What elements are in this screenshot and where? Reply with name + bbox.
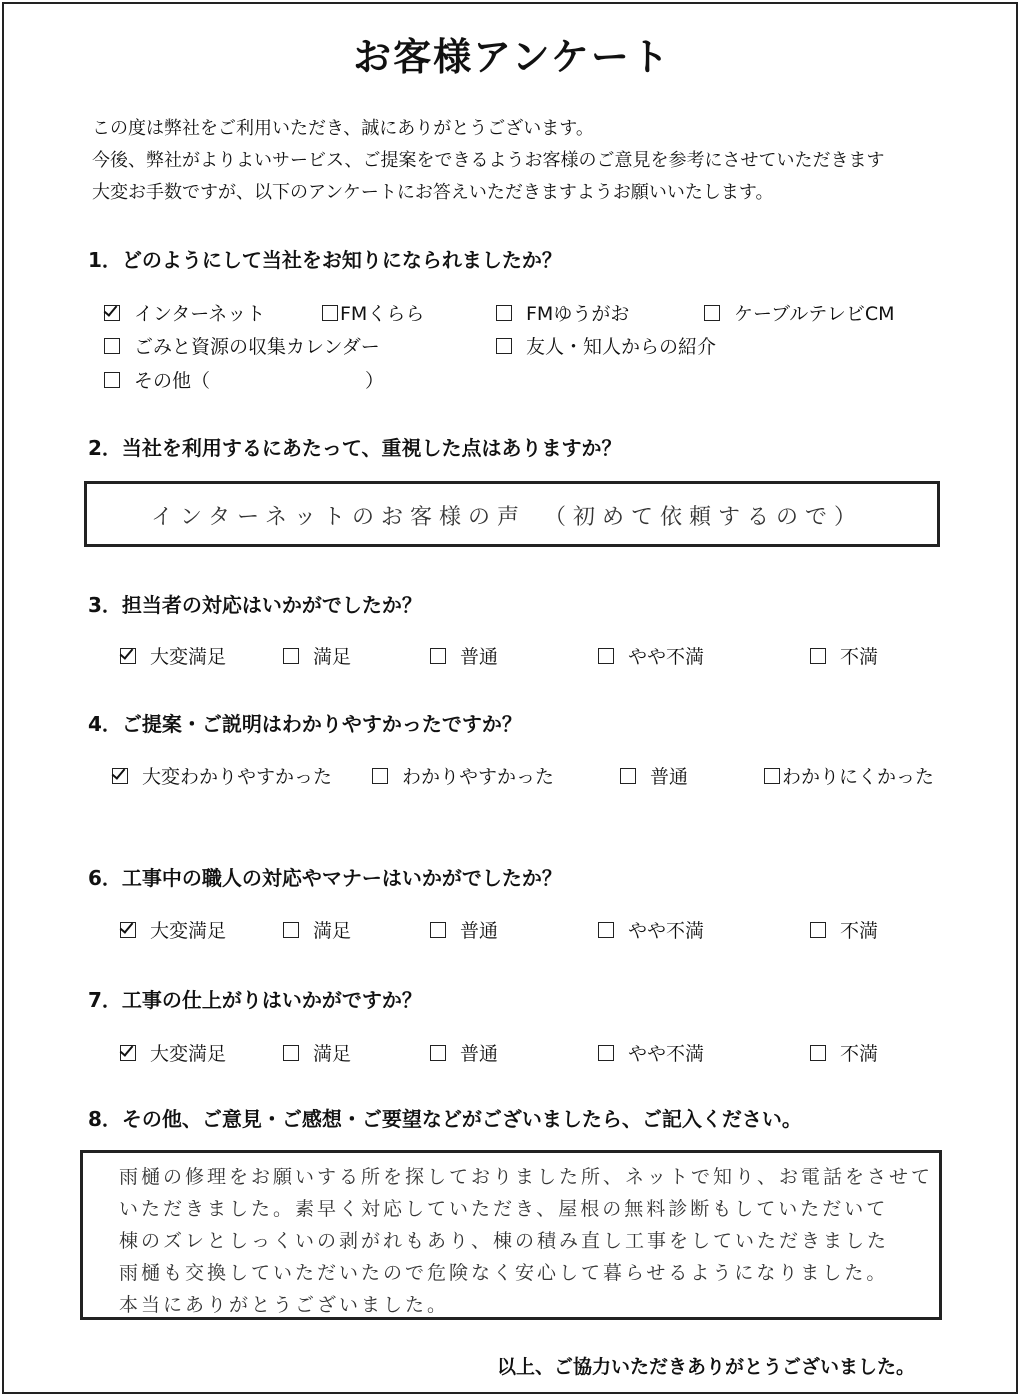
checkbox-icon[interactable]: [283, 648, 299, 664]
checked-checkbox-icon[interactable]: [120, 1045, 136, 1061]
checkbox-icon[interactable]: [598, 648, 614, 664]
q1-option-cable-tv[interactable]: ケーブルテレビCM: [704, 299, 895, 326]
q7-option-neutral[interactable]: 普通: [430, 1039, 498, 1066]
q8-answer-line-2: いただきました。素早く対応していただき、屋根の無料診断もしていただいて: [119, 1198, 889, 1220]
question-3: 3．担当者の対応はいかがでしたか？: [88, 593, 422, 617]
q7-option-satisfied[interactable]: 満足: [283, 1039, 351, 1066]
checkbox-icon[interactable]: [810, 648, 826, 664]
q3-option-neutral[interactable]: 普通: [430, 642, 498, 669]
q1-other-close-paren: ）: [365, 370, 385, 392]
q1-option-friend[interactable]: 友人・知人からの紹介: [496, 332, 716, 359]
q1-option-other[interactable]: その他（: [104, 366, 210, 393]
question-1: 1．どのようにして当社をお知りになられましたか？: [88, 248, 562, 272]
q6-option-somewhat-dissatisfied[interactable]: やや不満: [598, 916, 704, 943]
checkbox-icon[interactable]: [810, 1045, 826, 1061]
q2-answer-text: インターネットのお客様の声 （初めて依頼するので）: [151, 505, 864, 530]
checkbox-icon[interactable]: [430, 1045, 446, 1061]
q8-answer-line-3: 棟のズレとしっくいの剥がれもあり、棟の積み直し工事をしていただきました: [119, 1230, 890, 1252]
checkbox-icon[interactable]: [104, 372, 120, 388]
q1-option-fm-yugao[interactable]: FMゆうがお: [496, 299, 629, 326]
checked-checkbox-icon[interactable]: [104, 305, 120, 321]
checkbox-icon[interactable]: [430, 922, 446, 938]
q1-option-fm-kurara[interactable]: FMくらら: [322, 299, 424, 326]
q4-option-neutral[interactable]: 普通: [620, 762, 688, 789]
question-2: 2．当社を利用するにあたって、重視した点はありますか？: [88, 436, 622, 460]
q4-option-clear[interactable]: わかりやすかった: [372, 762, 554, 789]
q3-option-somewhat-dissatisfied[interactable]: やや不満: [598, 642, 704, 669]
q8-answer-line-1: 雨樋の修理をお願いする所を探しておりました所、ネットで知り、お電話をさせて: [119, 1166, 934, 1188]
q6-option-neutral[interactable]: 普通: [430, 916, 498, 943]
checkbox-icon[interactable]: [372, 768, 388, 784]
checkbox-icon[interactable]: [620, 768, 636, 784]
checked-checkbox-icon[interactable]: [112, 768, 128, 784]
q6-option-dissatisfied[interactable]: 不満: [810, 916, 878, 943]
checkbox-icon[interactable]: [598, 1045, 614, 1061]
closing-message: 以上、ご協力いただきありがとうございました。: [497, 1356, 916, 1378]
q4-option-very-clear[interactable]: 大変わかりやすかった: [112, 762, 332, 789]
q2-answer-box[interactable]: [84, 481, 940, 547]
question-7: 7．工事の仕上がりはいかがですか？: [88, 988, 422, 1012]
q7-option-dissatisfied[interactable]: 不満: [810, 1039, 878, 1066]
checkbox-icon[interactable]: [496, 338, 512, 354]
question-8: 8．その他、ご意見・ご感想・ご要望などがございましたら、ご記入ください。: [88, 1107, 802, 1131]
intro-line-3: 大変お手数ですが、以下のアンケートにお答えいただきますようお願いいたします。: [92, 182, 774, 203]
intro-line-2: 今後、弊社がよりよいサービス、ご提案をできるようお客様のご意見を参考にさせていただきます: [92, 150, 885, 171]
checkbox-icon[interactable]: [283, 1045, 299, 1061]
checkbox-icon[interactable]: [598, 922, 614, 938]
checkbox-icon[interactable]: [283, 922, 299, 938]
q8-answer-line-4: 雨樋も交換していただいたので危険なく安心して暮らせるようになりました。: [119, 1262, 889, 1284]
checkbox-icon[interactable]: [496, 305, 512, 321]
q8-answer-line-5: 本当にありがとうございました。: [119, 1294, 450, 1316]
checked-checkbox-icon[interactable]: [120, 648, 136, 664]
q1-option-internet[interactable]: インターネット: [104, 299, 265, 326]
q7-option-very-satisfied[interactable]: 大変満足: [120, 1039, 226, 1066]
checkbox-icon[interactable]: [322, 305, 338, 321]
question-4: 4．ご提案・ご説明はわかりやすかったですか？: [88, 712, 522, 736]
checkbox-icon[interactable]: [810, 922, 826, 938]
checkbox-icon[interactable]: [430, 648, 446, 664]
q1-option-calendar[interactable]: ごみと資源の収集カレンダー: [104, 332, 380, 359]
checkbox-icon[interactable]: [704, 305, 720, 321]
q6-option-satisfied[interactable]: 満足: [283, 916, 351, 943]
q6-option-very-satisfied[interactable]: 大変満足: [120, 916, 226, 943]
page-title: お客様アンケート: [353, 35, 671, 79]
q7-option-somewhat-dissatisfied[interactable]: やや不満: [598, 1039, 704, 1066]
checkbox-icon[interactable]: [104, 338, 120, 354]
q3-option-dissatisfied[interactable]: 不満: [810, 642, 878, 669]
question-6: 6．工事中の職人の対応やマナーはいかがでしたか？: [88, 866, 562, 890]
checkbox-icon[interactable]: [764, 768, 780, 784]
q3-option-very-satisfied[interactable]: 大変満足: [120, 642, 226, 669]
q3-option-satisfied[interactable]: 満足: [283, 642, 351, 669]
checked-checkbox-icon[interactable]: [120, 922, 136, 938]
q8-answer-box[interactable]: [80, 1150, 942, 1320]
q4-option-unclear[interactable]: わかりにくかった: [764, 762, 934, 789]
intro-line-1: この度は弊社をご利用いただき、誠にありがとうございます。: [92, 118, 594, 139]
